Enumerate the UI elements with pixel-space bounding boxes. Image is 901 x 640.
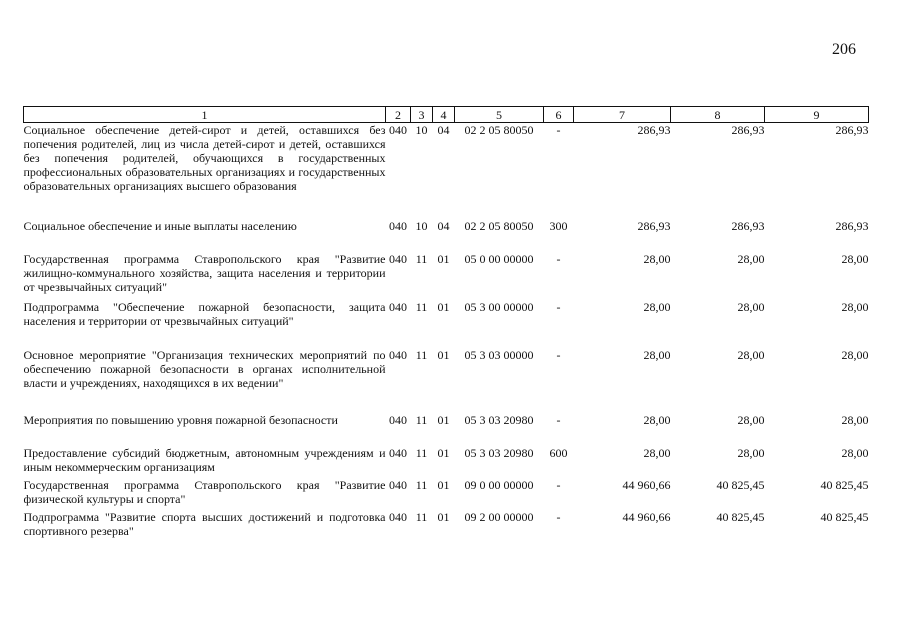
cell-expense-type: - <box>556 478 561 492</box>
budget-table <box>23 106 869 542</box>
table-row <box>24 300 869 348</box>
cell-subsection: 04 <box>437 123 450 137</box>
table-row <box>24 123 869 220</box>
cell-target-article: 05 3 03 20980 <box>464 413 534 427</box>
cell-ministry: 040 <box>389 478 407 492</box>
row-name: Государственная программа Ставропольского края "Развитие физической культуры и спорта" <box>23 478 386 506</box>
row-name: Социальное обеспечение детей-сирот и детей, оставшихся без попечения родителей, лиц из числа детей-сирот и детей, оставшихся без попечения родителей, обучающихся в государственных профессиональных образовательных организациях и государственных образовательных организациях высшего образования <box>23 123 386 193</box>
column-header: 8 <box>671 107 765 123</box>
cell-section: 11 <box>415 446 428 460</box>
cell-amount-7: 44 960,66 <box>622 478 671 492</box>
table-row <box>24 510 869 542</box>
cell-amount-7: 28,00 <box>643 413 671 427</box>
cell-subsection: 04 <box>437 219 450 233</box>
column-header: 5 <box>455 107 544 123</box>
column-header: 9 <box>765 107 869 123</box>
cell-target-article: 02 2 05 80050 <box>464 123 534 137</box>
cell-ministry: 040 <box>389 446 407 460</box>
cell-subsection: 01 <box>437 478 450 492</box>
cell-ministry: 040 <box>389 300 407 314</box>
cell-amount-9: 28,00 <box>841 446 869 460</box>
column-header: 4 <box>433 107 455 123</box>
cell-amount-8: 28,00 <box>737 446 765 460</box>
cell-subsection: 01 <box>437 510 450 524</box>
cell-amount-8: 40 825,45 <box>716 478 765 492</box>
cell-ministry: 040 <box>389 348 407 362</box>
table-row <box>24 413 869 446</box>
cell-amount-9: 28,00 <box>841 252 869 266</box>
column-header: 2 <box>386 107 411 123</box>
cell-amount-9: 28,00 <box>841 348 869 362</box>
cell-ministry: 040 <box>389 219 407 233</box>
cell-amount-8: 286,93 <box>731 219 765 233</box>
cell-target-article: 05 0 00 00000 <box>464 252 534 266</box>
column-header: 7 <box>574 107 671 123</box>
cell-amount-7: 28,00 <box>643 348 671 362</box>
cell-target-article: 09 0 00 00000 <box>464 478 534 492</box>
column-header: 3 <box>411 107 433 123</box>
cell-section: 11 <box>415 300 428 314</box>
cell-amount-8: 28,00 <box>737 413 765 427</box>
cell-amount-7: 28,00 <box>643 300 671 314</box>
row-name: Подпрограмма "Обеспечение пожарной безопасности, защита населения и территории от чрезвычайных ситуаций" <box>23 300 386 328</box>
cell-expense-type: - <box>556 348 561 362</box>
cell-amount-8: 40 825,45 <box>716 510 765 524</box>
column-header: 1 <box>24 107 386 123</box>
cell-amount-9: 28,00 <box>841 413 869 427</box>
cell-amount-7: 286,93 <box>637 219 671 233</box>
cell-section: 11 <box>415 413 428 427</box>
cell-section: 10 <box>415 123 428 137</box>
cell-expense-type: - <box>556 123 561 137</box>
cell-ministry: 040 <box>389 510 407 524</box>
cell-subsection: 01 <box>437 413 450 427</box>
row-name: Основное мероприятие "Организация технических мероприятий по обеспечению пожарной безопасности в органах исполнительной власти и учреждениях, находящихся в их ведении" <box>23 348 386 390</box>
cell-subsection: 01 <box>437 252 450 266</box>
header-row <box>24 107 869 123</box>
row-name: Социальное обеспечение и иные выплаты населению <box>23 219 297 233</box>
cell-target-article: 05 3 03 20980 <box>464 446 534 460</box>
cell-section: 10 <box>415 219 428 233</box>
cell-amount-9: 286,93 <box>835 219 869 233</box>
cell-expense-type: 600 <box>549 446 568 460</box>
cell-section: 11 <box>415 478 428 492</box>
cell-amount-9: 28,00 <box>841 300 869 314</box>
cell-section: 11 <box>415 510 428 524</box>
cell-ministry: 040 <box>389 252 407 266</box>
table-row <box>24 478 869 510</box>
cell-target-article: 05 3 03 00000 <box>464 348 534 362</box>
cell-amount-7: 28,00 <box>643 446 671 460</box>
cell-amount-7: 28,00 <box>643 252 671 266</box>
cell-amount-7: 44 960,66 <box>622 510 671 524</box>
cell-target-article: 02 2 05 80050 <box>464 219 534 233</box>
cell-amount-9: 40 825,45 <box>820 510 869 524</box>
cell-ministry: 040 <box>389 413 407 427</box>
cell-ministry: 040 <box>389 123 407 137</box>
table-row <box>24 348 869 413</box>
cell-subsection: 01 <box>437 300 450 314</box>
cell-expense-type: - <box>556 252 561 266</box>
cell-amount-8: 286,93 <box>731 123 765 137</box>
cell-amount-9: 40 825,45 <box>820 478 869 492</box>
cell-subsection: 01 <box>437 446 450 460</box>
cell-section: 11 <box>415 348 428 362</box>
column-header: 6 <box>544 107 574 123</box>
cell-expense-type: - <box>556 413 561 427</box>
row-name: Предоставление субсидий бюджетным, автономным учреждениям и иным некоммерческим организациям <box>23 446 386 474</box>
cell-amount-8: 28,00 <box>737 252 765 266</box>
cell-amount-7: 286,93 <box>637 123 671 137</box>
row-name: Мероприятия по повышению уровня пожарной безопасности <box>23 413 338 427</box>
cell-amount-9: 286,93 <box>835 123 869 137</box>
cell-target-article: 09 2 00 00000 <box>464 510 534 524</box>
table-row <box>24 446 869 478</box>
cell-expense-type: - <box>556 300 561 314</box>
page-number: 206 <box>832 41 856 58</box>
cell-section: 11 <box>415 252 428 266</box>
cell-target-article: 05 3 00 00000 <box>464 300 534 314</box>
cell-expense-type: - <box>556 510 561 524</box>
cell-amount-8: 28,00 <box>737 300 765 314</box>
table-row <box>24 252 869 300</box>
cell-amount-8: 28,00 <box>737 348 765 362</box>
table-row <box>24 219 869 252</box>
row-name: Подпрограмма "Развитие спорта высших достижений и подготовка спортивного резерва" <box>23 510 386 538</box>
row-name: Государственная программа Ставропольского края "Развитие жилищно-коммунального хозяйства, защита населения и территории от чрезвычайных ситуаций" <box>23 252 386 294</box>
cell-subsection: 01 <box>437 348 450 362</box>
cell-expense-type: 300 <box>549 219 568 233</box>
